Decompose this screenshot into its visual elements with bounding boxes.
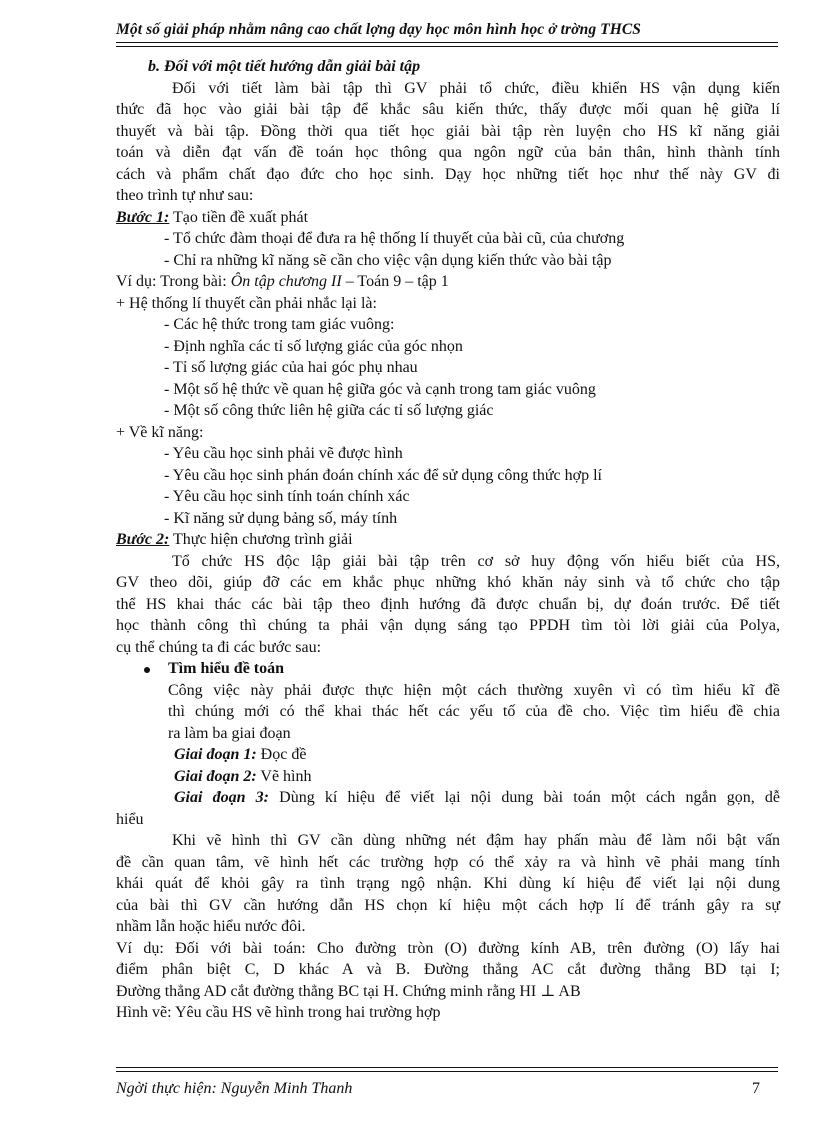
intro-line: thuyết và bài tập. Đồng thời qua tiết học giải bài tập rèn luyện cho HS kĩ năng giải — [116, 122, 780, 140]
header-title: Một số giải pháp nhằm nâng cao chất lợng dạy học môn hình học ở trờng THCS — [116, 21, 642, 38]
figure-line: Hình vẽ: Yêu cầu HS vẽ hình trong hai trường hợp — [116, 1004, 441, 1021]
footer-author: Ngời thực hiện: Nguyễn Minh Thanh — [116, 1080, 353, 1097]
example-2-line: Đường thẳng AD cắt đường thẳng BC tại H. Chứng minh rằng HI ⊥ AB — [116, 982, 581, 1000]
phase-label: Giai đoạn 2: — [174, 767, 257, 785]
example-1-suffix: – Toán 9 – tập 1 — [341, 273, 449, 290]
step-1-item: - Chỉ ra những kĩ năng sẽ cần cho việc vận dụng kiến thức vào bài tập — [164, 251, 612, 269]
drawing-line: Khi vẽ hình thì GV cần dùng những nét đậm hay phấn màu để làm nổi bật vấn — [172, 832, 780, 849]
step-2-line: thể HS khai thác các bài tập theo định hướng đã được chuẩn bị, dự đoán trước. Để tiết — [116, 595, 780, 613]
phase-text: Dùng kí hiệu để viết lại nội dung bài toán một cách ngắn gọn, dễ — [269, 789, 780, 806]
phase-text: Vẽ hình — [256, 767, 312, 785]
intro-line: cách và phẩm chất đạo đức cho học sinh. Dạy học những tiết học như thế này GV đi — [116, 165, 780, 183]
drawing-line: nhầm lẫn hoặc hiểu nước đôi. — [116, 918, 306, 935]
phase-label: Giai đoạn 3: — [174, 789, 269, 806]
theory-item: - Định nghĩa các tỉ số lượng giác của góc nhọn — [164, 337, 463, 355]
skills-item: - Yêu cầu học sinh phán đoán chính xác để sử dụng công thức hợp lí — [164, 466, 602, 484]
section-heading: b. Đối với một tiết hướng dẫn giải bài tập — [148, 58, 421, 75]
theory-item: - Tỉ số lượng giác của hai góc phụ nhau — [164, 359, 418, 376]
example-1 — [116, 271, 780, 293]
intro-line: thức đã học vào giải bài tập để khắc sâu kiến thức, thấy được mối quan hệ giữa lí — [116, 101, 780, 118]
step-1-heading — [116, 207, 780, 229]
theory-item: - Một số hệ thức về quan hệ giữa góc và cạnh trong tam giác vuông — [164, 380, 596, 398]
step-1-item: - Tổ chức đàm thoại để đưa ra hệ thống lí thuyết của bài cũ, của chương — [164, 230, 625, 247]
theory-item: - Một số công thức liên hệ giữa các tỉ số lượng giác — [164, 402, 494, 419]
phase-3 — [116, 787, 780, 809]
drawing-line: đề cần quan tâm, vẽ hình hết các trường hợp có thể xảy ra và hình vẽ phải mang tính — [116, 853, 780, 871]
bullet-line: thì chúng mới có thể khai thác hết các yếu tố của đề cho. Việc tìm hiểu đề chia — [168, 703, 780, 720]
step-1-label: Bước 1: — [116, 208, 170, 226]
skills-heading: + Về kĩ năng: — [116, 423, 204, 441]
page-header — [116, 18, 778, 42]
example-2-line: điểm phân biệt C, D khác A và B. Đường thẳng AC cắt đường thẳng BD tại I; — [116, 961, 780, 978]
phase-text: Đọc đề — [256, 746, 307, 763]
footer-rule — [116, 1067, 778, 1068]
example-1-prefix: Ví dụ: Trong bài: — [116, 273, 231, 290]
bullet-item — [116, 658, 780, 680]
step-2-heading — [116, 529, 780, 551]
step-2-text: Thực hiện chương trình giải — [169, 531, 353, 548]
header-rule — [116, 46, 778, 47]
skills-item: - Kĩ năng sử dụng bảng số, máy tính — [164, 509, 398, 527]
page-body — [116, 56, 780, 1024]
footer-rule — [116, 1071, 778, 1072]
drawing-line: khái quát để khỏi gây ra tình trạng ngộ nhận. Khi dùng kí hiệu để viết lại nội dung — [116, 875, 780, 892]
example-2-line: Ví dụ: Đối với bài toán: Cho đường tròn (O) đường kính AB, trên đường (O) lấy hai — [116, 939, 780, 957]
header-rule — [116, 42, 778, 43]
intro-line: toán và diễn đạt vấn đề toán học thông qua ngôn ngữ của bản thân, hình thành tính — [116, 144, 780, 161]
phase-3-continuation: hiểu — [116, 810, 144, 828]
step-2-line: Tổ chức HS độc lập giải bài tập trên cơ sở huy động vốn hiểu biết của HS, — [172, 552, 780, 570]
page-number: 7 — [752, 1080, 760, 1097]
bullet-dot-icon — [144, 667, 150, 673]
intro-line: Đối với tiết làm bài tập thì GV phải tổ chức, điều khiển HS vận dụng kiến — [172, 79, 780, 97]
example-1-lesson: Ôn tập chương II — [230, 273, 342, 290]
theory-heading: + Hệ thống lí thuyết cần phải nhắc lại là: — [116, 294, 377, 312]
skills-item: - Yêu cầu học sinh tính toán chính xác — [164, 488, 410, 505]
phase-2 — [116, 766, 780, 788]
step-2-label: Bước 2: — [116, 531, 170, 548]
bullet-line: Công việc này phải được thực hiện một cách thường xuyên vì có tìm hiểu kĩ đề — [168, 681, 780, 699]
intro-line: theo trình tự như sau: — [116, 187, 254, 204]
theory-item: - Các hệ thức trong tam giác vuông: — [164, 316, 395, 333]
step-1-text: Tạo tiền đề xuất phát — [169, 208, 309, 226]
bullet-line: ra làm ba giai đoạn — [168, 724, 291, 742]
step-2-line: học thành công thì chúng ta phải vận dụng sáng tạo PPDH tìm tòi lời giải của Polya, — [116, 617, 780, 634]
skills-item: - Yêu cầu học sinh phải vẽ được hình — [164, 445, 403, 462]
phase-label: Giai đoạn 1: — [174, 746, 257, 763]
bullet-title: Tìm hiểu đề toán — [168, 660, 285, 677]
step-2-line: cụ thể chúng ta đi các bước sau: — [116, 638, 322, 656]
step-2-line: GV theo dõi, giúp đỡ các em khắc phục những khó khăn nảy sinh và tổ chức cho tập — [116, 574, 780, 591]
drawing-line: của bài thì GV cần hướng dẫn HS chọn kí hiệu một cách hợp lí để tránh gây ra sự — [116, 896, 780, 914]
phase-1 — [116, 744, 780, 766]
